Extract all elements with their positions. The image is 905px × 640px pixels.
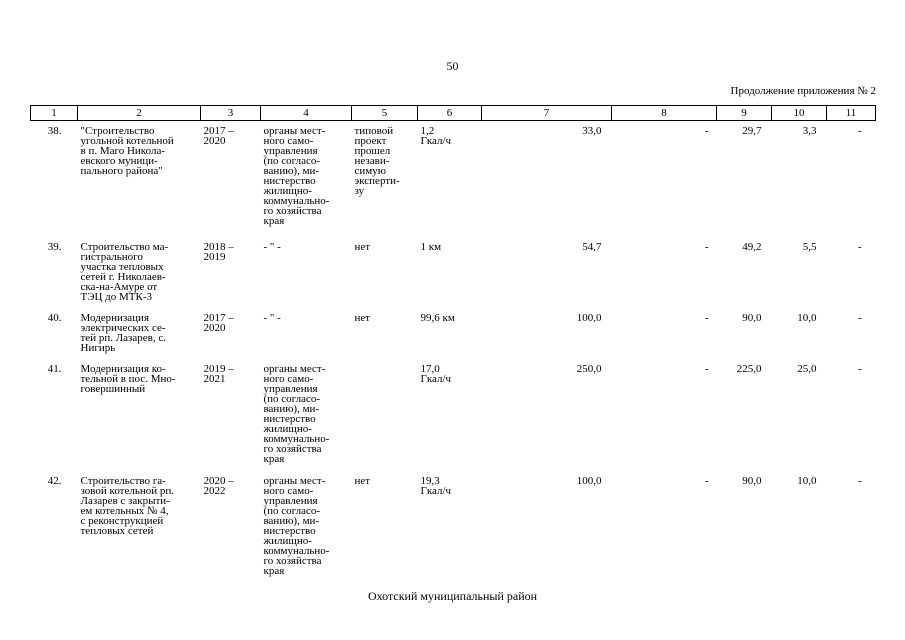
row-number: 38. [47,125,62,137]
project-executor: органы мест- ного само- управления (по согласо- ванию), ми- нистерство жилищно- коммунально- го хозяйства края [263,362,330,465]
table-row [31,471,876,581]
project-period: 2018 – 2019 [203,240,234,263]
page-number: 50 [446,59,459,73]
col-header-8: 8 [612,106,717,121]
project-period: 2017 – 2020 [203,125,234,147]
value-col-7: 33,0 [582,125,602,137]
value-col-9: 90,0 [742,311,762,324]
value-col-10: 10,0 [797,311,817,324]
col-header-5: 5 [352,106,418,121]
continuation-label: Продолжение приложения № 2 [730,85,876,97]
value-col-11: - [857,125,862,137]
project-period: 2017 – 2020 [203,311,234,334]
value-col-9: 225,0 [736,362,762,375]
project-name: Модернизация электрических се- тей рп. Лазарев, с. Нигирь [80,311,166,354]
table-row [31,308,876,359]
project-name: Строительство ма- гистрального участка тепловых сетей г. Николаев- ска-на-Амуре от ТЭЦ до МТК-3 [80,240,169,303]
project-capacity: 1 км [420,240,442,253]
value-col-8: - [704,362,709,375]
value-col-9: 90,0 [742,474,762,487]
projects-table [30,105,876,581]
project-executor: - " - [263,311,281,324]
row-number: 39. [47,240,62,253]
value-col-10: 3,3 [802,125,817,137]
project-capacity: 19,3 Гкал/ч [420,474,452,497]
row-number: 40. [47,311,62,324]
project-capacity: 17,0 Гкал/ч [420,362,452,385]
value-col-7: 100,0 [576,474,602,487]
value-col-10: 25,0 [797,362,817,375]
col-header-11: 11 [827,106,876,121]
project-executor: - " - [263,240,281,253]
project-expertise: типовой проект прошел незави- симую эксперти- зу [354,125,400,197]
project-expertise: нет [354,240,371,253]
project-expertise [352,359,418,471]
project-period: 2020 – 2022 [203,474,234,497]
table-row [31,121,876,237]
col-header-7: 7 [482,106,612,121]
value-col-8: - [704,474,709,487]
value-col-9: 49,2 [742,240,762,253]
col-header-1: 1 [31,106,78,121]
project-capacity: 1,2 Гкал/ч [420,125,452,147]
col-header-4: 4 [261,106,352,121]
col-header-3: 3 [201,106,261,121]
value-col-10: 5,5 [802,240,817,253]
value-col-9: 29,7 [742,125,762,137]
project-expertise: нет [354,311,371,324]
value-col-7: 54,7 [582,240,602,253]
row-number: 42. [47,474,62,487]
value-col-8: - [704,125,709,137]
row-number: 41. [47,362,62,375]
value-col-8: - [704,240,709,253]
project-executor: органы мест- ного само- управления (по согласо- ванию), ми- нистерство жилищно- коммунально- го хозяйства края [263,474,330,577]
col-header-2: 2 [78,106,201,121]
value-col-11: - [857,311,862,324]
project-name: Модернизация ко- тельной в пос. Мно- говершинный [80,362,176,395]
value-col-11: - [857,240,862,253]
value-col-11: - [857,362,862,375]
col-header-6: 6 [418,106,482,121]
project-name: Строительство га- зовой котельной рп. Лазарев с закрыти- ем котельных № 4, с реконструкцией тепловых сетей [80,474,175,537]
project-period: 2019 – 2021 [203,362,234,385]
table-row [31,237,876,308]
value-col-10: 10,0 [797,474,817,487]
project-name: "Строительство угольной котельной в п. Маго Никола- евского муници- пального района" [80,125,174,177]
col-header-9: 9 [717,106,772,121]
value-col-7: 250,0 [576,362,602,375]
col-header-10: 10 [772,106,827,121]
project-capacity: 99,6 км [420,311,455,324]
project-expertise: нет [354,474,371,487]
project-executor: органы мест- ного само- управления (по согласо- ванию), ми- нистерство жилищно- коммунально- го хозяйства края [263,125,330,227]
value-col-11: - [857,474,862,487]
region-heading: Охотский муниципальный район [367,589,538,603]
table-row [31,359,876,471]
header-row [31,106,876,121]
value-col-7: 100,0 [576,311,602,324]
value-col-8: - [704,311,709,324]
